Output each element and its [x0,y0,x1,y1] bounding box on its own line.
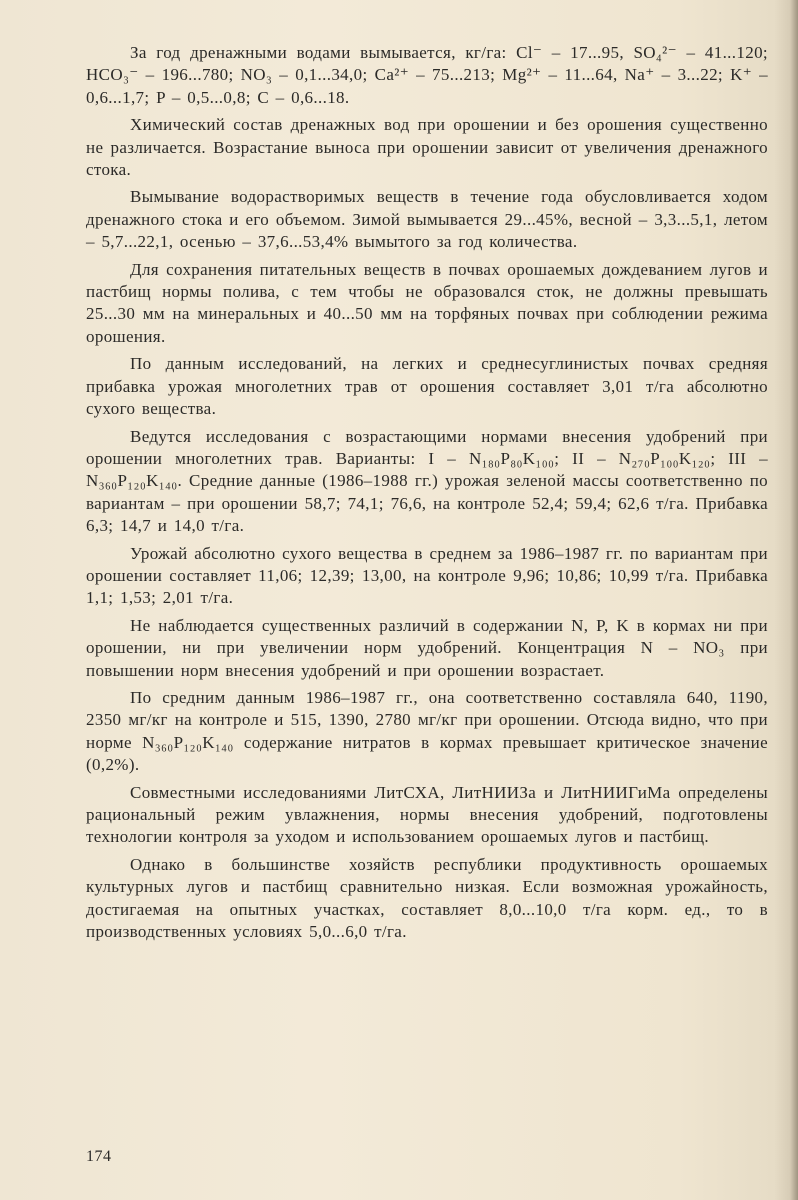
paragraph-irrigation-norms: Для сохранения питательных веществ в почвах орошаемых дождеванием лугов и пастбищ нормы полива, с тем чтобы не образовался сток, не должны превышать 25...30 мм на минеральных и 40...50 мм на торфяных почвах при соблюдении режима орошения. [86,259,768,346]
paragraph-dry-matter-yield: Урожай абсолютно сухого вещества в среднем за 1986–1987 гг. по вариантам при орошении составляет 11,06; 12,39; 13,00, на контроле 9,96; 10,86; 10,99 т/га. Прибавка 1,1; 1,53; 2,01 т/га. [86,543,768,608]
body-text [86,42,768,948]
paragraph-nitrate-data: По средним данным 1986–1987 гг., она соответственно составляла 640, 1190, 2350 мг/кг на контроле и 515, 1390, 2780 мг/кг при орошении. Отсюда видно, что при норме N₃₆₀P₁₂₀K₁₄₀ содержание нитратов в кормах превышает критическое значение (0,2%). [86,687,768,775]
paragraph-chemical-composition: Химический состав дренажных вод при орошении и без орошения существенно не различается. Возрастание выноса при орошении зависит от увеличения дренажного стока. [86,115,768,180]
paragraph-joint-research: Совместными исследованиями ЛитСХА, ЛитНИИЗа и ЛитНИИГиМа определены рациональный режим увлажнения, нормы внесения удобрений, подготовлены технологии контроля за уходом и использованием орошаемых лугов и пастбищ. [86,782,768,847]
page-number: 174 [86,1148,112,1165]
paragraph-yield-increase: По данным исследований, на легких и среднесуглинистых почвах средняя прибавка урожая многолетних трав от орошения составляет 3,01 т/га абсолютно сухого вещества. [86,354,768,419]
paragraph-seasonal-leaching: Вымывание водорастворимых веществ в течение года обусловливается ходом дренажного стока и его объемом. Зимой вымывается 29...45%, весной – 3,3...5,1, летом – 5,7...22,1, осенью – 37,6...53,4% вымытого за год количества. [86,187,768,252]
paragraph-npk-content: Не наблюдается существенных различий в содержании N, P, K в кормах ни при орошении, ни при увеличении норм удобрений. Концентрация N – NO₃ при повышении норм внесения удобрений и при орошении возрастает. [86,615,768,680]
paragraph-productivity: Однако в большинстве хозяйств республики продуктивность орошаемых культурных лугов и пастбищ сравнительно низкая. Если возможная урожайность, достигаемая на опытных участках, составляет 8,0...10,0 т/га корм. ед., то в производственных условиях 5,0...6,0 т/га. [86,854,768,942]
paragraph-fertilizer-variants: Ведутся исследования с возрастающими нормами внесения удобрений при орошении многолетних трав. Варианты: I – N₁₈₀P₈₀K₁₀₀; II – N₂₇₀P₁₀₀K₁₂₀; III – N₃₆₀P₁₂₀K₁₄₀. Средние данные (1986–1988 гг.) урожая зеленой массы соответственно по вариантам – при орошении 58,7; 74,1; 76,6, на контроле 52,4; 59,4; 62,6 т/га. Прибавка 6,3; 14,7 и 14,0 т/га. [86,426,768,536]
paragraph-drainage-leaching: За год дренажными водами вымывается, кг/га: Cl⁻ – 17...95, SO₄²⁻ – 41...120; HCO₃⁻ – 196...780; NO₃ – 0,1...34,0; Ca²⁺ – 75...213; Mg²⁺ – 11...64, Na⁺ – 3...22; K⁺ – 0,6...1,7; P – 0,5...0,8; C – 0,6...18. [86,43,768,107]
